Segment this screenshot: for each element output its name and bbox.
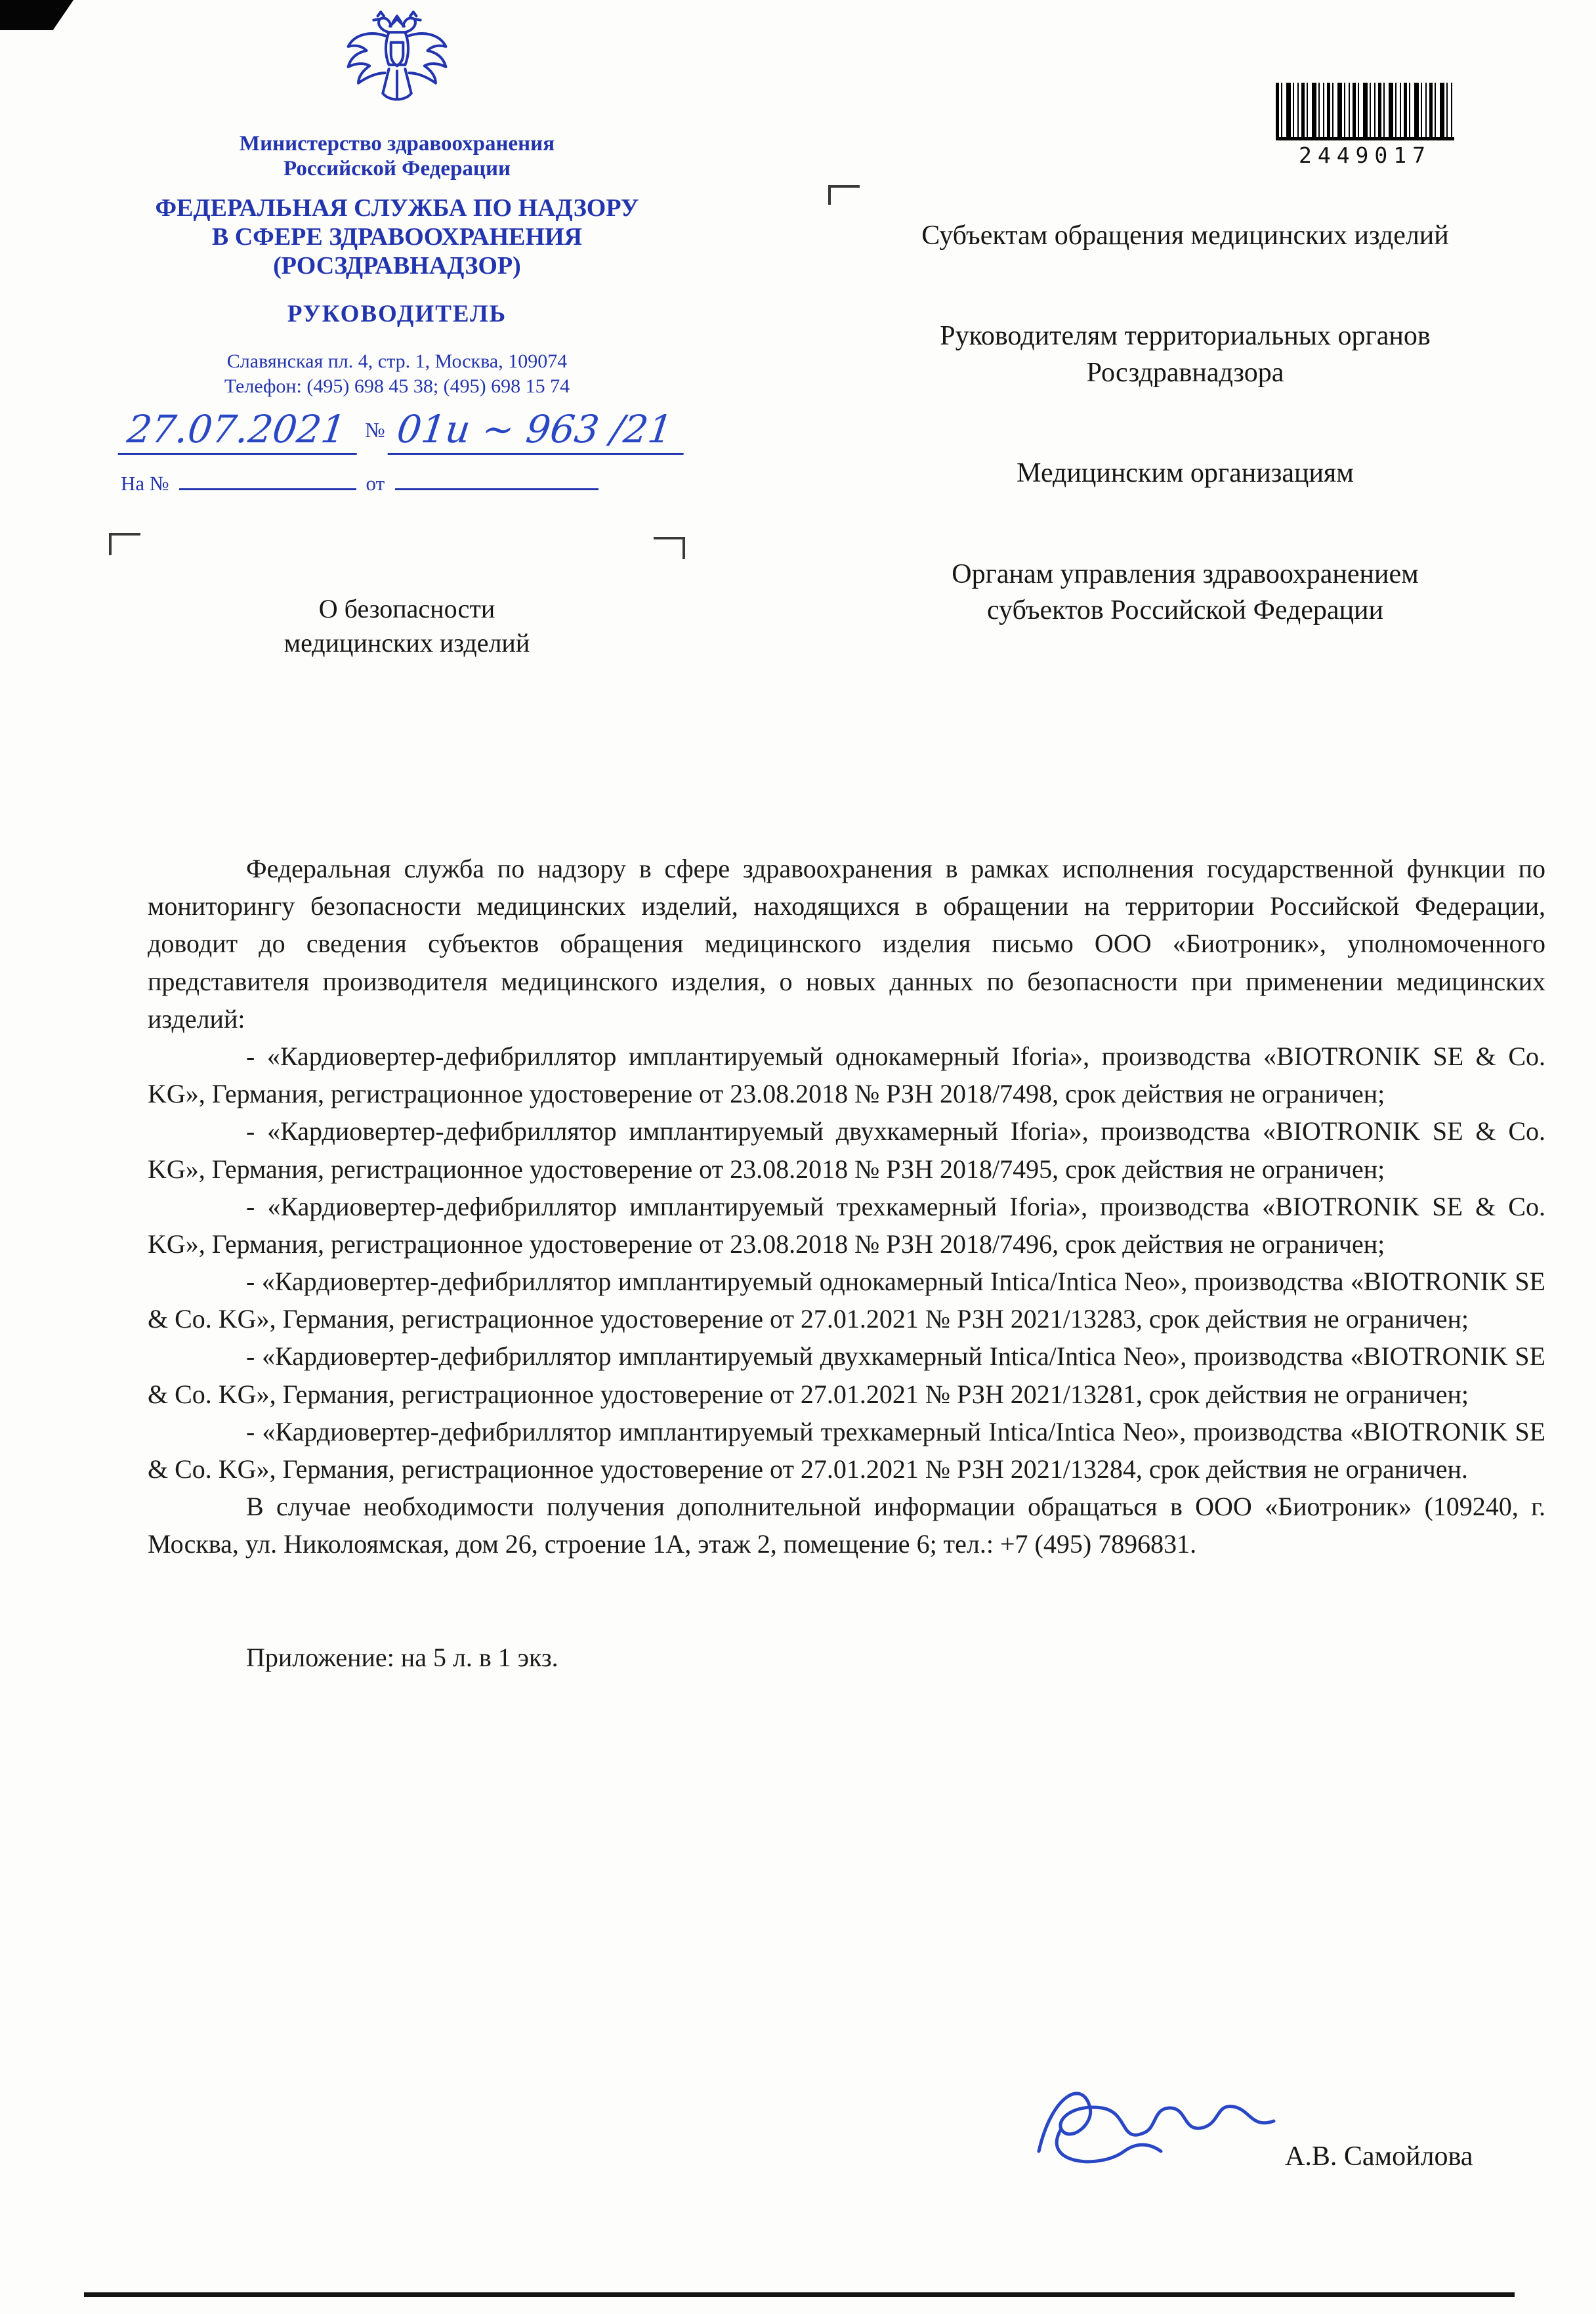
crop-mark-left	[109, 533, 140, 555]
crop-mark-top-right	[828, 185, 860, 205]
handwritten-date: 27.07.2021	[118, 407, 363, 455]
signature-stroke-icon	[1020, 2067, 1303, 2182]
ref-label-ot: от	[366, 471, 385, 495]
ministry-name-line1: Министерство здравоохранения	[239, 132, 555, 156]
signer-name: А.В. Самойлова	[1285, 2141, 1473, 2172]
addressee-item: Медицинским организациям	[1017, 458, 1354, 489]
list-item: - «Кардиовертер-дефибриллятор имплантируемый двухкамерный Iforia», производства «BIOTRONIK SE & Co. KG», Германия, регистрационное удостоверение от 23.08.2018 № РЗН 2018/7495, срок действия не ограничен;	[148, 1116, 1545, 1184]
addressee-item: Субъектам обращения медицинских изделий	[921, 221, 1449, 251]
ref-date-blank	[395, 476, 598, 490]
service-name	[98, 194, 696, 280]
letter-body	[148, 850, 1545, 1676]
subject-line1: О безопасности	[318, 594, 495, 623]
ref-number-row	[98, 472, 696, 495]
org-phone: Телефон: (495) 698 45 38; (495) 698 15 74	[224, 375, 570, 397]
ref-number-blank	[179, 476, 356, 490]
subject-line2: медицинских изделий	[284, 628, 530, 658]
handwritten-number: 01и ~ 963 /21	[387, 407, 689, 455]
service-name-line3: (РОСЗДРАВНАДЗОР)	[273, 251, 521, 280]
subject-block	[197, 592, 617, 660]
scan-artifact-top-left	[0, 0, 74, 30]
number-sign: №	[365, 417, 385, 442]
addressee-item: Органам управления здравоохранением субъектов Российской Федерации	[952, 558, 1419, 626]
barcode-bars-icon	[1276, 83, 1454, 140]
service-name-line1: ФЕДЕРАЛЬНАЯ СЛУЖБА ПО НАДЗОРУ	[155, 194, 639, 222]
ministry-name-line2: Российской Федерации	[284, 157, 511, 181]
addressee-item: Руководителям территориальных органов Росздравнадзора	[940, 321, 1431, 388]
barcode	[1276, 83, 1454, 168]
crop-mark-right	[654, 537, 685, 559]
scan-artifact-bottom-line	[84, 2292, 1515, 2297]
service-name-line2: В СФЕРЕ ЗДРАВООХРАНЕНИЯ	[211, 222, 583, 251]
role-title: РУКОВОДИТЕЛЬ	[287, 300, 507, 327]
list-item: - «Кардиовертер-дефибриллятор имплантируемый двухкамерный Intica/Intica Neo», производства «BIOTRONIK SE & Co. KG», Германия, регистрационное удостоверение от 27.01.2021 № РЗН 2021/13281, срок действия не ограничен;	[148, 1341, 1545, 1409]
list-item: - «Кардиовертер-дефибриллятор имплантируемый трехкамерный Iforia», производства «BIOTRONIK SE & Co. KG», Германия, регистрационное удостоверение от 23.08.2018 № РЗН 2018/7496, срок действия не ограничен;	[148, 1191, 1545, 1259]
body-paragraph: Федеральная служба по надзору в сфере здравоохранения в рамках исполнения государственной функции по мониторингу безопасности медицинских изделий, находящихся в обращении на территории Российской Федерации, доводит до сведения субъектов обращения медицинского изделия письмо ООО «Биотроник», уполномоченного представителя производителя медицинского изделия, о новых данных по безопасности при применении медицинских изделий:	[148, 854, 1545, 1034]
list-item: - «Кардиовертер-дефибриллятор имплантируемый трехкамерный Intica/Intica Neo», производства «BIOTRONIK SE & Co. KG», Германия, регистрационное удостоверение от 27.01.2021 № РЗН 2021/13284, срок действия не ограничен.	[148, 1416, 1545, 1484]
list-item: - «Кардиовертер-дефибриллятор имплантируемый однокамерный Intica/Intica Neo», производства «BIOTRONIK SE & Co. KG», Германия, регистрационное удостоверение от 27.01.2021 № РЗН 2021/13283, срок действия не ограничен;	[148, 1267, 1545, 1334]
addressee-block	[907, 218, 1463, 629]
org-address: Славянская пл. 4, стр. 1, Москва, 109074	[226, 350, 568, 372]
barcode-number: 2449017	[1298, 142, 1432, 168]
ref-label-on: На №	[121, 471, 169, 495]
attachment-note: Приложение: на 5 л. в 1 экз.	[246, 1642, 558, 1672]
body-paragraph: В случае необходимости получения дополнительной информации обращаться в ООО «Биотроник» (109240, г. Москва, ул. Николоямская, дом 26, строение 1А, этаж 2, помещение 6; тел.: +7 (495) 7896831.	[148, 1492, 1545, 1559]
doc-number-row	[98, 407, 696, 455]
coat-of-arms-icon	[336, 8, 458, 130]
list-item: - «Кардиовертер-дефибриллятор имплантируемый однокамерный Iforia», производства «BIOTRONIK SE & Co. KG», Германия, регистрационное удостоверение от 23.08.2018 № РЗН 2018/7498, срок действия не ограничен;	[148, 1041, 1545, 1109]
letterhead	[98, 4, 696, 495]
